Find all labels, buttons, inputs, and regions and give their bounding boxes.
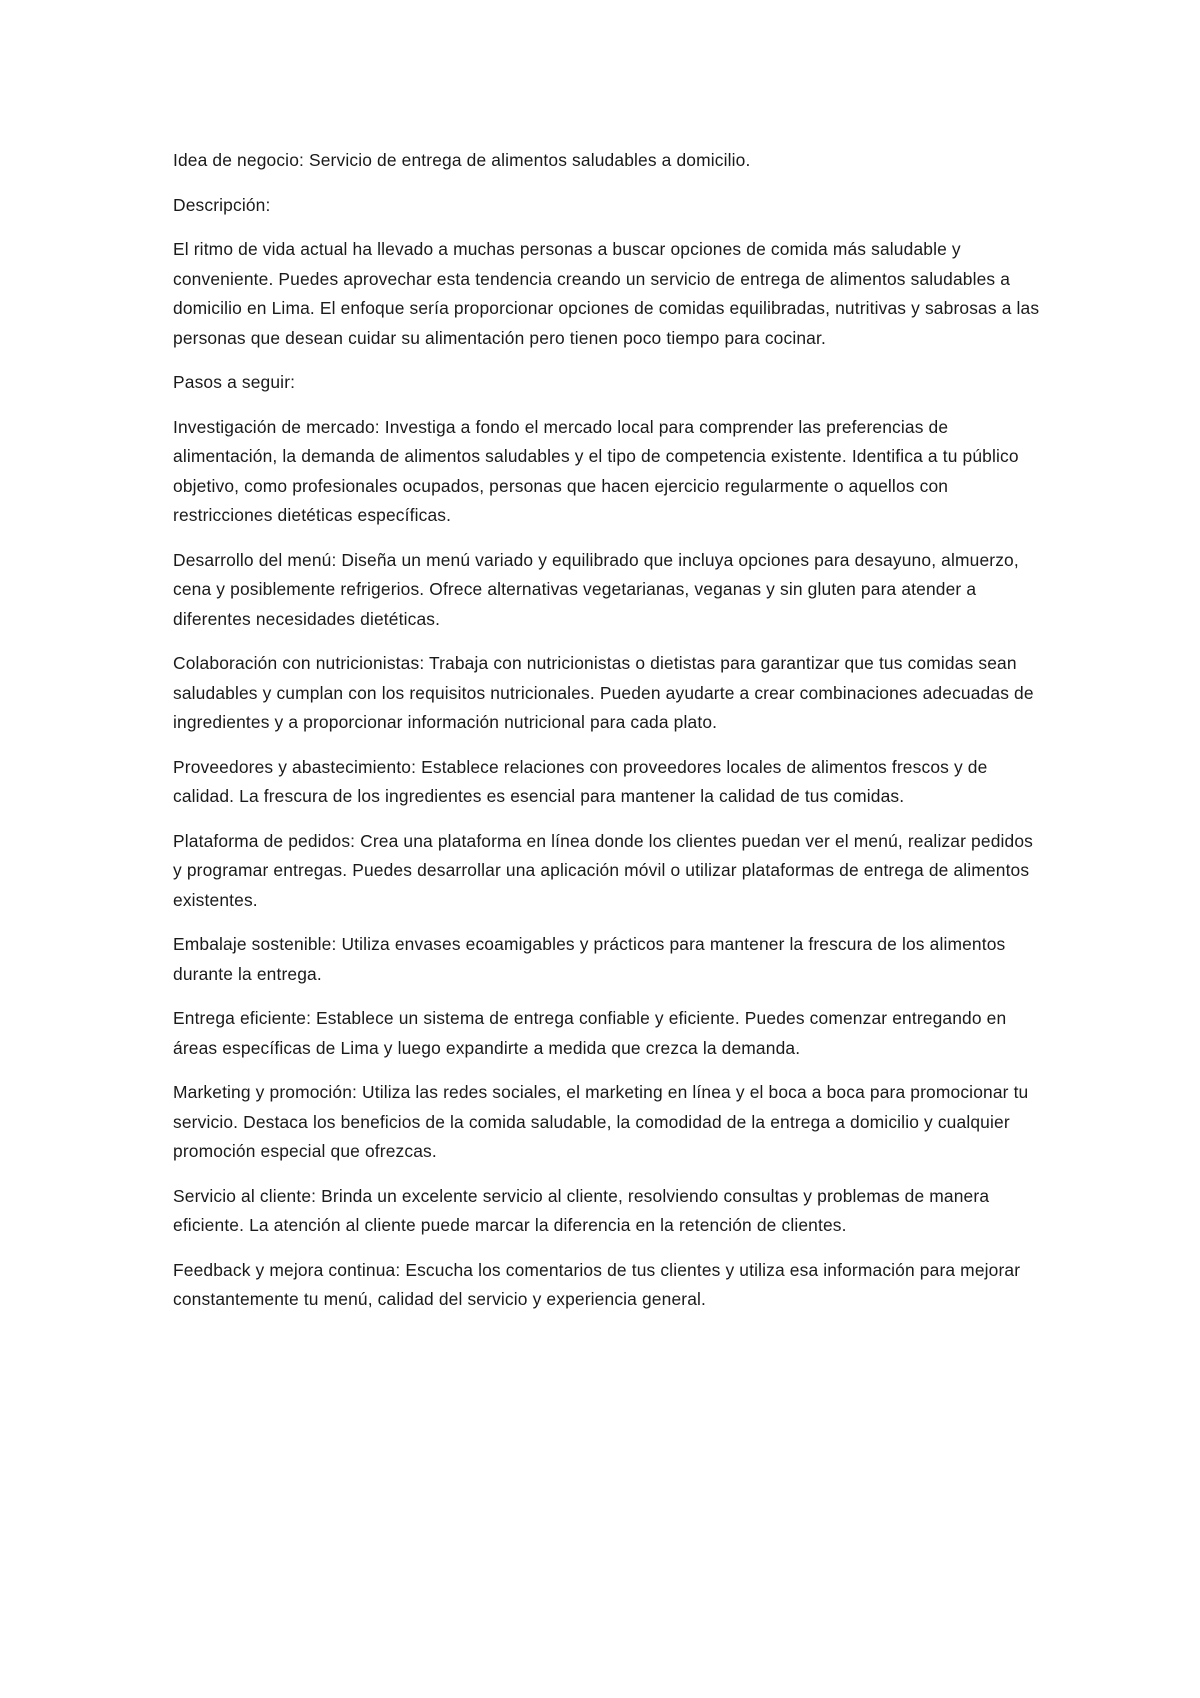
document-title-line: Idea de negocio: Servicio de entrega de alimentos saludables a domicilio. <box>173 150 751 170</box>
step-packaging: Embalaje sostenible: Utiliza envases ecoamigables y prácticos para mantener la frescura de los alimentos durante la entrega. <box>173 934 1006 984</box>
step-delivery: Entrega eficiente: Establece un sistema de entrega confiable y eficiente. Puedes comenzar entregando en áreas específicas de Lima y luego expandirte a medida que crezca la demanda. <box>173 1008 1007 1058</box>
step-customer-service: Servicio al cliente: Brinda un excelente servicio al cliente, resolviendo consultas y problemas de manera eficiente. La atención al cliente puede marcar la diferencia en la retención de clientes. <box>173 1185 990 1235</box>
step-feedback: Feedback y mejora continua: Escucha los comentarios de tus clientes y utiliza esa información para mejorar constantemente tu menú, calidad del servicio y experiencia general. <box>173 1259 1021 1309</box>
description-paragraph: El ritmo de vida actual ha llevado a muchas personas a buscar opciones de comida más saludable y conveniente. Puedes aprovechar esta tendencia creando un servicio de entrega de alimentos saludables a domicilio en Lima. El enfoque sería proporcionar opciones de comidas equilibradas, nutritivas y sabrosas a las personas que desean cuidar su alimentación pero tienen poco tiempo para cocinar. <box>173 239 1040 348</box>
step-suppliers: Proveedores y abastecimiento: Establece relaciones con proveedores locales de alimentos frescos y de calidad. La frescura de los ingredientes es esencial para mantener la calidad de tus comidas. <box>173 756 988 806</box>
step-market-research: Investigación de mercado: Investiga a fondo el mercado local para comprender las preferencias de alimentación, la demanda de alimentos saludables y el tipo de competencia existente. Identifica a tu público objetivo, como profesionales ocupados, personas que hacen ejercicio regularmente o aquellos con restricciones dietéticas específicas. <box>173 416 1019 525</box>
steps-heading: Pasos a seguir: <box>173 372 296 392</box>
document-body <box>173 146 1043 1330</box>
step-menu-development: Desarrollo del menú: Diseña un menú variado y equilibrado que incluya opciones para desayuno, almuerzo, cena y posiblemente refrigerios. Ofrece alternativas vegetarianas, veganas y sin gluten para atender a diferentes necesidades dietéticas. <box>173 549 1019 629</box>
step-nutritionists: Colaboración con nutricionistas: Trabaja con nutricionistas o dietistas para garantizar que tus comidas sean saludables y cumplan con los requisitos nutricionales. Pueden ayudarte a crear combinaciones adecuadas de ingredientes y a proporcionar información nutricional para cada plato. <box>173 653 1034 732</box>
step-marketing: Marketing y promoción: Utiliza las redes sociales, el marketing en línea y el boca a boca para promocionar tu servicio. Destaca los beneficios de la comida saludable, la comodidad de la entrega a domicilio y cualquier promoción especial que ofrezcas. <box>173 1082 1029 1161</box>
step-ordering-platform: Plataforma de pedidos: Crea una plataforma en línea donde los clientes puedan ver el menú, realizar pedidos y programar entregas. Puedes desarrollar una aplicación móvil o utilizar plataformas de entrega de alimentos existentes. <box>173 830 1034 910</box>
description-heading: Descripción: <box>173 194 271 215</box>
